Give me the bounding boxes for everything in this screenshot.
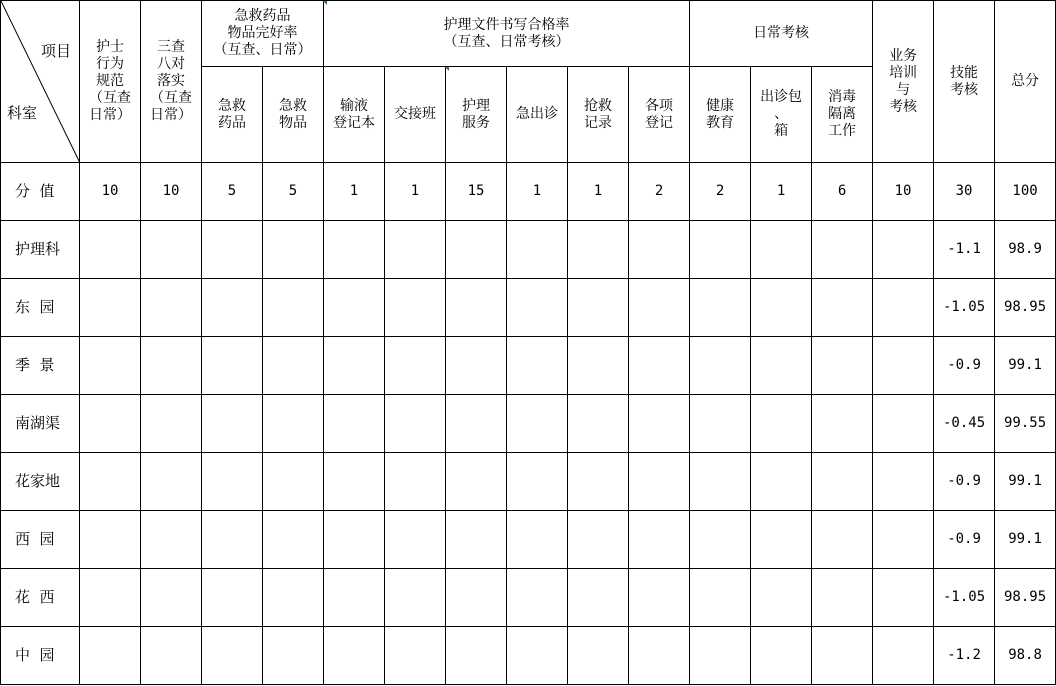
header-three-checks: 三查 八对 落实 （互查 日常）: [141, 1, 202, 163]
empty-cell: [690, 279, 751, 337]
empty-cell: [141, 453, 202, 511]
total-score: 98.8: [995, 627, 1056, 685]
empty-cell: [385, 221, 446, 279]
score-cell: 1: [568, 163, 629, 221]
score-cell: 10: [873, 163, 934, 221]
empty-cell: [141, 279, 202, 337]
empty-cell: [80, 337, 141, 395]
empty-cell: [446, 453, 507, 511]
empty-cell: [812, 569, 873, 627]
department-name: 护理科: [1, 221, 80, 279]
empty-cell: [873, 511, 934, 569]
empty-cell: [873, 395, 934, 453]
score-cell: 30: [934, 163, 995, 221]
empty-cell: [568, 569, 629, 627]
empty-cell: [873, 337, 934, 395]
empty-cell: [446, 569, 507, 627]
total-score: 98.9: [995, 221, 1056, 279]
empty-cell: [568, 279, 629, 337]
empty-cell: [80, 395, 141, 453]
table-row: [1, 453, 1056, 511]
score-cell: 5: [263, 163, 324, 221]
cell-comment-marker: [323, 1, 327, 5]
empty-cell: [507, 569, 568, 627]
empty-cell: [80, 279, 141, 337]
header-daily-group: 日常考核: [690, 1, 873, 67]
empty-cell: [80, 453, 141, 511]
total-score: 98.95: [995, 569, 1056, 627]
score-cell: 10: [80, 163, 141, 221]
empty-cell: [690, 221, 751, 279]
header-outpatient: 急出诊: [507, 67, 568, 163]
empty-cell: [751, 627, 812, 685]
empty-cell: [568, 337, 629, 395]
empty-cell: [324, 569, 385, 627]
empty-cell: [385, 627, 446, 685]
empty-cell: [202, 279, 263, 337]
header-rescue: 抢救 记录: [568, 67, 629, 163]
empty-cell: [812, 453, 873, 511]
empty-cell: [812, 511, 873, 569]
score-cell: 2: [629, 163, 690, 221]
department-name: 花家地: [1, 453, 80, 511]
empty-cell: [751, 337, 812, 395]
empty-cell: [629, 453, 690, 511]
empty-cell: [629, 337, 690, 395]
header-registers: 各项 登记: [629, 67, 690, 163]
department-name: 花 西: [1, 569, 80, 627]
header-disinfection: 消毒 隔离 工作: [812, 67, 873, 163]
empty-cell: [385, 453, 446, 511]
empty-cell: [873, 627, 934, 685]
empty-cell: [263, 221, 324, 279]
score-row: [1, 163, 1056, 221]
department-name: 西 园: [1, 511, 80, 569]
empty-cell: [202, 511, 263, 569]
empty-cell: [873, 453, 934, 511]
empty-cell: [263, 627, 324, 685]
score-cell: 1: [385, 163, 446, 221]
score-row-label: 分 值: [1, 163, 80, 221]
header-docs-group: 护理文件书写合格率 （互查、日常考核）: [324, 1, 690, 67]
empty-cell: [812, 395, 873, 453]
empty-cell: [202, 221, 263, 279]
header-infusion: 输液 登记本: [324, 67, 385, 163]
empty-cell: [141, 627, 202, 685]
empty-cell: [263, 511, 324, 569]
empty-cell: [446, 395, 507, 453]
empty-cell: [141, 569, 202, 627]
empty-cell: [202, 337, 263, 395]
empty-cell: [263, 453, 324, 511]
score-cell: 6: [812, 163, 873, 221]
empty-cell: [80, 569, 141, 627]
empty-cell: [690, 395, 751, 453]
empty-cell: [507, 337, 568, 395]
empty-cell: [202, 569, 263, 627]
empty-cell: [324, 627, 385, 685]
empty-cell: [385, 511, 446, 569]
header-training: 业务 培训 与 考核: [873, 1, 934, 163]
empty-cell: [263, 395, 324, 453]
empty-cell: [507, 453, 568, 511]
header-skills: 技能 考核: [934, 1, 995, 163]
empty-cell: [202, 395, 263, 453]
empty-cell: [324, 337, 385, 395]
empty-cell: [629, 511, 690, 569]
empty-cell: [507, 279, 568, 337]
skills-score: -0.9: [934, 453, 995, 511]
header-emergency-drugs: 急救 药品: [202, 67, 263, 163]
empty-cell: [80, 221, 141, 279]
corner-diagonal: [1, 1, 80, 163]
empty-cell: [690, 569, 751, 627]
table-row: [1, 569, 1056, 627]
empty-cell: [80, 627, 141, 685]
table-row: [1, 511, 1056, 569]
total-score: 99.1: [995, 511, 1056, 569]
empty-cell: [751, 279, 812, 337]
empty-cell: [202, 453, 263, 511]
skills-score: -0.45: [934, 395, 995, 453]
empty-cell: [568, 221, 629, 279]
skills-score: -0.9: [934, 337, 995, 395]
empty-cell: [263, 337, 324, 395]
empty-cell: [324, 279, 385, 337]
header-handover: 交接班: [385, 67, 446, 163]
department-name: 南湖渠: [1, 395, 80, 453]
empty-cell: [568, 395, 629, 453]
empty-cell: [263, 279, 324, 337]
empty-cell: [446, 337, 507, 395]
empty-cell: [324, 221, 385, 279]
empty-cell: [385, 337, 446, 395]
score-cell: 15: [446, 163, 507, 221]
empty-cell: [507, 627, 568, 685]
table-row: [1, 279, 1056, 337]
empty-cell: [568, 453, 629, 511]
header-item: 项目: [41, 42, 72, 60]
header-total: 总分: [995, 1, 1056, 163]
table-row: [1, 221, 1056, 279]
empty-cell: [812, 337, 873, 395]
empty-cell: [141, 511, 202, 569]
empty-cell: [507, 511, 568, 569]
table-row: [1, 395, 1056, 453]
header-health-edu: 健康 教育: [690, 67, 751, 163]
empty-cell: [202, 627, 263, 685]
score-cell: 1: [507, 163, 568, 221]
empty-cell: [141, 337, 202, 395]
empty-cell: [873, 569, 934, 627]
empty-cell: [568, 627, 629, 685]
empty-cell: [385, 279, 446, 337]
empty-cell: [751, 511, 812, 569]
empty-cell: [446, 511, 507, 569]
empty-cell: [507, 395, 568, 453]
department-name: 东 园: [1, 279, 80, 337]
department-rows: [1, 221, 1056, 685]
skills-score: -0.9: [934, 511, 995, 569]
empty-cell: [629, 395, 690, 453]
score-cell: 100: [995, 163, 1056, 221]
empty-cell: [324, 453, 385, 511]
empty-cell: [141, 395, 202, 453]
empty-cell: [812, 279, 873, 337]
header-department: 科室: [7, 104, 38, 122]
score-cell: 10: [141, 163, 202, 221]
empty-cell: [812, 627, 873, 685]
empty-cell: [446, 279, 507, 337]
table-row: [1, 627, 1056, 685]
score-cell: 1: [751, 163, 812, 221]
empty-cell: [629, 627, 690, 685]
empty-cell: [385, 395, 446, 453]
empty-cell: [690, 627, 751, 685]
corner-header-cell: [1, 1, 80, 163]
header-conduct: 护士 行为 规范 （互查 日常）: [80, 1, 141, 163]
department-name: 中 园: [1, 627, 80, 685]
header-nursing-service: 护理 服务: [446, 67, 507, 163]
skills-score: -1.05: [934, 569, 995, 627]
total-score: 99.55: [995, 395, 1056, 453]
skills-score: -1.1: [934, 221, 995, 279]
empty-cell: [690, 337, 751, 395]
empty-cell: [751, 453, 812, 511]
cell-comment-marker: [445, 67, 449, 71]
skills-score: -1.05: [934, 279, 995, 337]
total-score: 99.1: [995, 337, 1056, 395]
empty-cell: [751, 221, 812, 279]
empty-cell: [629, 569, 690, 627]
empty-cell: [751, 395, 812, 453]
empty-cell: [385, 569, 446, 627]
header-kit: 出诊包 、 箱: [751, 67, 812, 163]
empty-cell: [873, 221, 934, 279]
empty-cell: [141, 221, 202, 279]
empty-cell: [80, 511, 141, 569]
empty-cell: [568, 511, 629, 569]
empty-cell: [873, 279, 934, 337]
total-score: 98.95: [995, 279, 1056, 337]
department-name: 季 景: [1, 337, 80, 395]
empty-cell: [263, 569, 324, 627]
empty-cell: [629, 221, 690, 279]
empty-cell: [446, 627, 507, 685]
total-score: 99.1: [995, 453, 1056, 511]
empty-cell: [324, 395, 385, 453]
score-cell: 5: [202, 163, 263, 221]
header-emergency-items: 急救 物品: [263, 67, 324, 163]
empty-cell: [690, 511, 751, 569]
empty-cell: [507, 221, 568, 279]
empty-cell: [690, 453, 751, 511]
score-cell: 2: [690, 163, 751, 221]
table-row: [1, 337, 1056, 395]
score-cell: 1: [324, 163, 385, 221]
empty-cell: [751, 569, 812, 627]
empty-cell: [446, 221, 507, 279]
empty-cell: [324, 511, 385, 569]
skills-score: -1.2: [934, 627, 995, 685]
empty-cell: [629, 279, 690, 337]
header-emergency-group: 急救药品 物品完好率 （互查、日常）: [202, 1, 324, 67]
empty-cell: [812, 221, 873, 279]
